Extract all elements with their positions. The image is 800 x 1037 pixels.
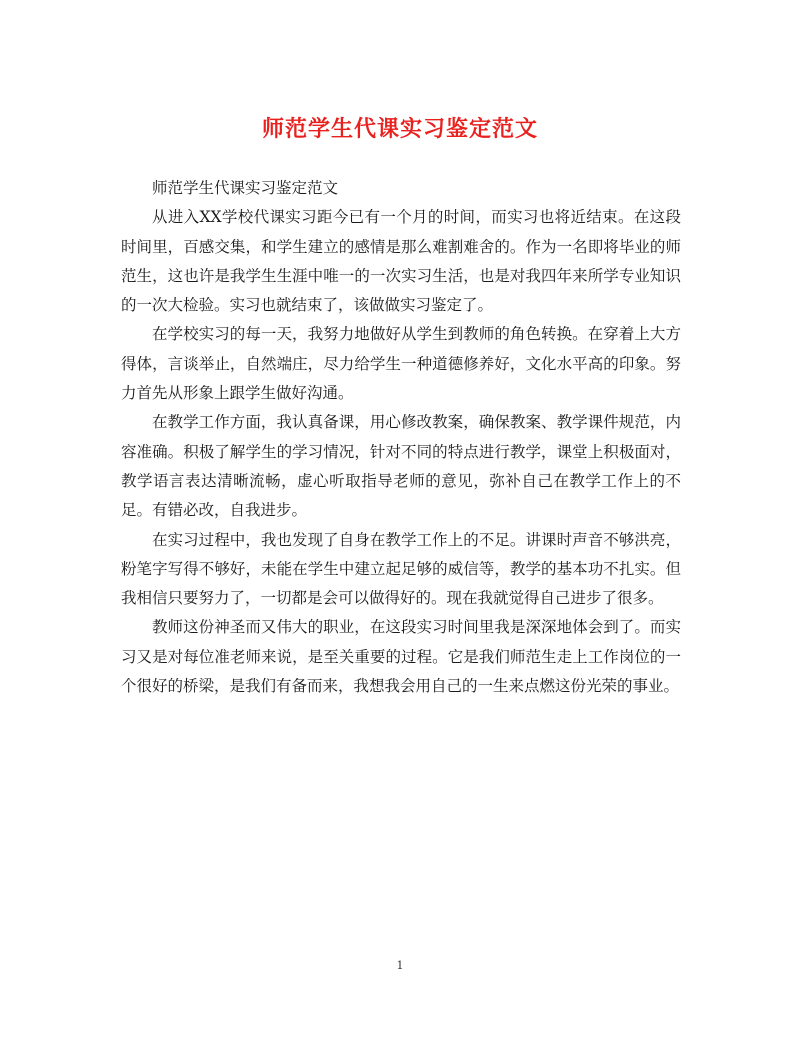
paragraph-conclusion: 教师这份神圣而又伟大的职业，在这段实习时间里我是深深地体会到了。而实习又是对每位准老师来说，是至关重要的过程。它是我们师范生走上工作岗位的一个很好的桥梁，是我们有备而来，我想我会用自己的一生来点燃这份光荣的事业。 [121,618,681,696]
document-body [121,174,681,701]
paragraph-teaching: 在教学工作方面，我认真备课，用心修改教案，确保教案、教学课件规范，内容准确。积极了解学生的学习情况，针对不同的特点进行教学，课堂上积极面对，教学语言表达清晰流畅，虚心听取指导老师的意见，弥补自己在教学工作上的不足。有错必改，自我进步。 [121,413,681,520]
paragraph-intro: 从进入XX学校代课实习距今已有一个月的时间，而实习也将近结束。在这段时间里，百感交集，和学生建立的感情是那么难割难舍的。作为一名即将毕业的师范生，这也许是我学生生涯中唯一的一次实习生活，也是对我四年来所学专业知识的一次大检验。实习也就结束了，该做做实习鉴定了。 [121,208,681,315]
paragraph-role: 在学校实习的每一天，我努力地做好从学生到教师的角色转换。在穿着上大方得体，言谈举止，自然端庄，尽力给学生一种道德修养好，文化水平高的印象。努力首先从形象上跟学生做好沟通。 [121,325,681,403]
page-number: 1 [396,959,404,972]
paragraph-shortcomings: 在实习过程中，我也发现了自身在教学工作上的不足。讲课时声音不够洪亮，粉笔字写得不够好，未能在学生中建立起足够的威信等，教学的基本功不扎实。但我相信只要努力了，一切都是会可以做得好的。现在我就觉得自己进步了很多。 [121,530,681,608]
paragraph-subtitle: 师范学生代课实习鉴定范文 [152,179,339,197]
document-title: 师范学生代课实习鉴定范文 [261,116,538,142]
